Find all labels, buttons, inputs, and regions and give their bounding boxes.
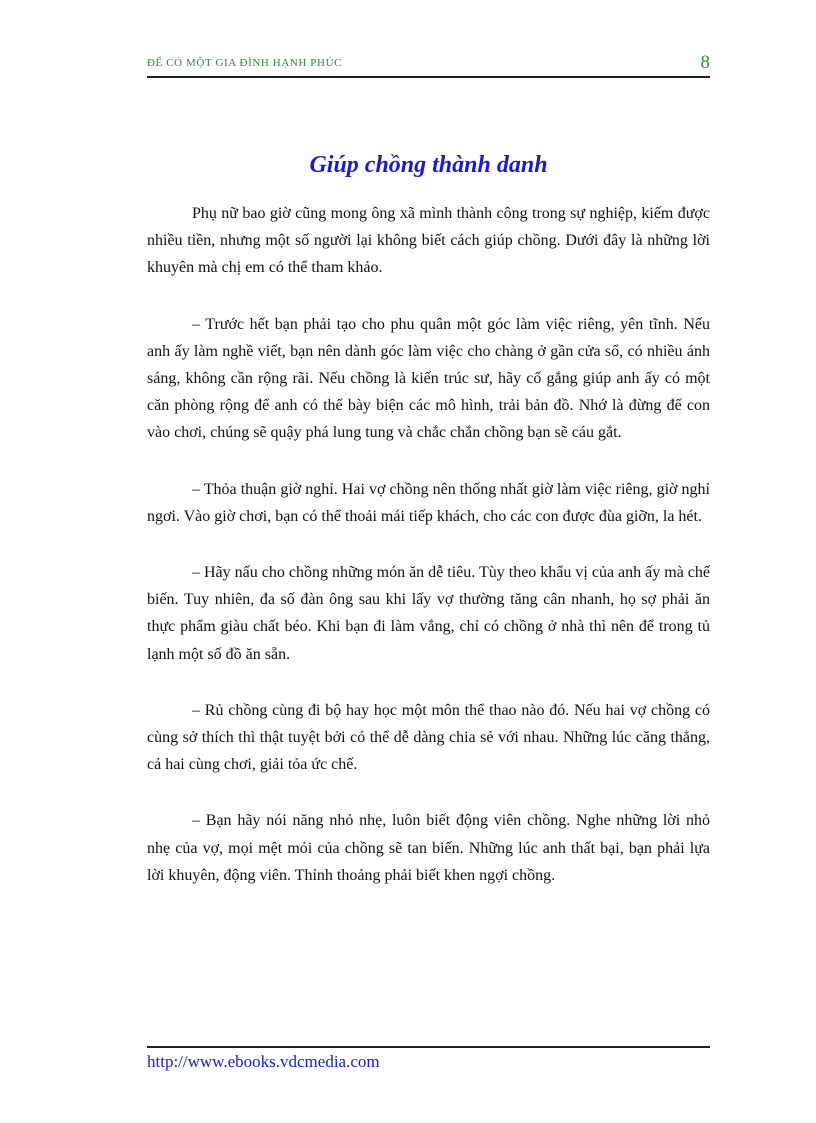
footer-divider — [147, 1046, 710, 1048]
paragraph-rest-hours: – Thỏa thuận giờ nghỉ. Hai vợ chồng nên thống nhất giờ làm việc riêng, giờ nghỉ ngơi. Vào giờ chơi, bạn có thể thoải mái tiếp khách, cho các con được đùa giỡn, la hét. — [147, 480, 710, 525]
paragraph-encouragement: – Bạn hãy nói năng nhỏ nhẹ, luôn biết động viên chồng. Nghe những lời nhỏ nhẹ của vợ, mọi mệt mỏi của chồng sẽ tan biến. Những lúc anh thất bại, bạn phải lựa lời khuyên, động viên. Thỉnh thoảng phải biết khen ngợi chồng. — [147, 812, 710, 884]
paragraph-cooking: – Hãy nấu cho chồng những món ăn dễ tiêu. Tùy theo khẩu vị của anh ấy mà chế biến. Tuy nhiên, đa số đàn ông sau khi lấy vợ thường tăng cân nhanh, họ sợ phải ăn thực phẩm giàu chất béo. Khi bạn đi làm vắng, chỉ có chồng ở nhà thì nên để trong tủ lạnh một số đồ ăn sẵn. — [147, 564, 711, 663]
paragraph-exercise: – Rủ chồng cùng đi bộ hay học một môn thể thao nào đó. Nếu hai vợ chồng có cùng sở thích thì thật tuyệt bởi có thể dễ dàng chia sẻ với nhau. Những lúc căng thẳng, cả hai cùng chơi, giải tỏa ức chế. — [147, 701, 710, 774]
website-link[interactable]: http://www.ebooks.vdcmedia.com — [147, 1052, 380, 1071]
running-header — [147, 52, 710, 76]
paragraph-workspace: – Trước hết bạn phải tạo cho phu quân một góc làm việc riêng, yên tĩnh. Nếu anh ấy làm nghề viết, bạn nên dành góc làm việc cho chàng ở gần cửa sổ, có nhiều ánh sáng, không cần rộng rãi. Nếu chồng là kiến trúc sư, hãy cố gắng giúp anh ấy có một căn phòng rộng để anh có thể bày biện các mô hình, trải bản đồ. Nhớ là đừng để con vào chơi, chúng sẽ quậy phá lung tung và chắc chắn chồng bạn sẽ cáu gắt. — [147, 315, 710, 442]
header-divider — [147, 76, 710, 78]
paragraph-intro: Phụ nữ bao giờ cũng mong ông xã mình thành công trong sự nghiệp, kiếm được nhiều tiền, nhưng một số người lại không biết cách giúp chồng. Dưới đây là những lời khuyên mà chị em có thể tham khảo. — [147, 205, 710, 277]
article-title: Giúp chồng thành danh — [309, 152, 548, 179]
page-number: 8 — [700, 52, 710, 73]
book-title: ĐỂ CÓ MỘT GIA ĐÌNH HẠNH PHÚC — [147, 57, 343, 69]
article-body — [147, 200, 710, 918]
